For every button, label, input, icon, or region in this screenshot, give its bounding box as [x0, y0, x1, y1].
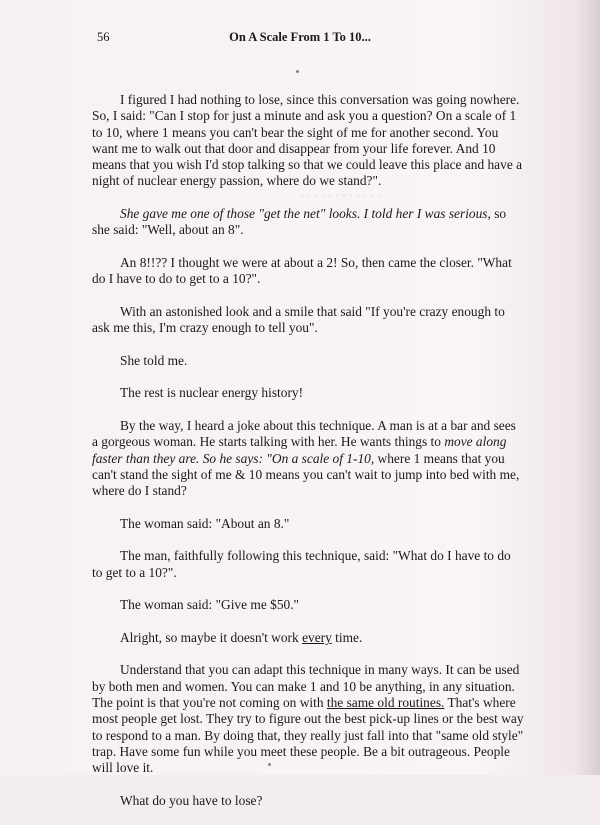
- show-through-text: · · · · · · · · · · · ·: [300, 188, 381, 202]
- body-text: [92, 92, 524, 825]
- paragraph-6: The rest is nuclear energy history!: [120, 385, 304, 401]
- paragraph-10: The woman said: "Give me $50.": [120, 597, 300, 613]
- paragraph-3: An 8!!?? I thought we were at about a 2! So, then came the closer. "What do I have to do to get to a 10?".: [92, 254, 512, 287]
- paragraph-11-b: time.: [331, 629, 363, 645]
- paragraph-1: I figured I had nothing to lose, since this conversation was going nowhere. So, I said: "Can I stop for just a minute and ask you a question? On a scale of 1 to 10, where 1 means you can't bear the sight of me for another second. You want me to walk out that door and disappear from your life forever. And 10 means that you wish I'd stop talking so that we could leave this place and have a night of nuclear energy passion, where do we stand?".: [92, 92, 523, 189]
- paragraph-7-italic: move along faster than they are. So he says: "On a scale of 1-10,: [92, 434, 507, 466]
- page-mark: [296, 70, 299, 73]
- paragraph-12: [92, 662, 524, 776]
- paragraph-9: The man, faithfully following this technique, said: "What do I have to do to get to a 10?".: [92, 548, 511, 580]
- paragraph-7-a: By the way, I heard a joke about this technique. A man is at a bar and sees a gorgeous woman. He starts talking with her. He wants things to: [92, 417, 516, 450]
- paragraph-5: She told me.: [120, 352, 188, 368]
- paragraph-12-b: That's where most people get lost. They try to figure out the best pick-up lines or the best way to respond to a man. By doing that, they really just fall into that "same old style" trap. Have some fun while you meet these people. Be a bit outrageous. People will love it.: [92, 694, 524, 776]
- paragraph-8: The woman said: "About an 8.": [120, 515, 290, 531]
- paragraph-2-rest: so she said: "Well, about an 8".: [92, 206, 507, 238]
- paragraph-2-italic: She gave me one of those "get the net" looks. I told her I was serious,: [120, 206, 491, 222]
- paragraph-12-a: Understand that you can adapt this technique in many ways. It can be used by both men and women. You can make 1 and 10 be anything, in any situation. The point is that you're not coming on with: [92, 662, 520, 710]
- paragraph-11-underline: every: [302, 629, 332, 645]
- paragraph-4: With an astonished look and a smile that said "If you're crazy enough to ask me this, I'm crazy enough to tell you".: [92, 303, 505, 336]
- paragraph-13: What do you have to lose?: [120, 792, 263, 808]
- running-title: On A Scale From 1 To 10...: [229, 30, 371, 44]
- paragraph-2: [92, 206, 524, 239]
- page-number: 56: [97, 30, 110, 44]
- paragraph-11-a: Alright, so maybe it doesn't work: [120, 629, 303, 645]
- paragraph-7-b: where 1 means that you can't stand the sight of me & 10 means you can't wait to jump into bed with me, where do I stand?: [92, 450, 520, 499]
- paragraph-12-underline: the same old routines.: [326, 694, 445, 710]
- paragraph-11: [92, 630, 524, 646]
- paragraph-7: [92, 418, 524, 499]
